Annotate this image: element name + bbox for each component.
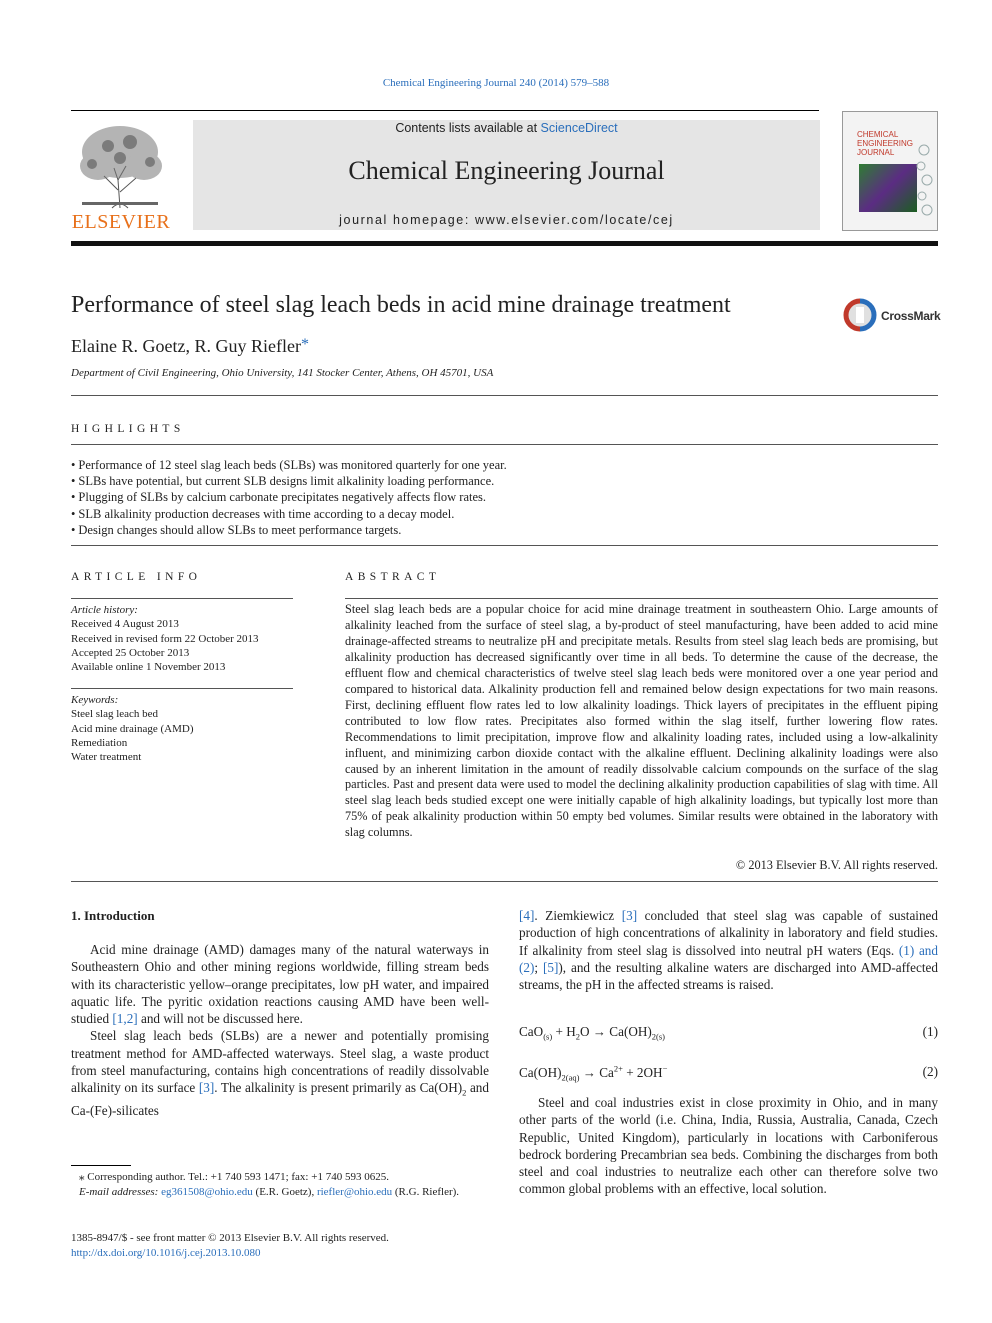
- issn-doi: [71, 1231, 389, 1260]
- divider: [71, 598, 293, 599]
- reference-link[interactable]: [3]: [198, 1080, 215, 1096]
- issn-line: 1385-8947/$ - see front matter © 2013 Elsevier B.V. All rights reserved.: [71, 1232, 389, 1244]
- crossmark-label[interactable]: CrossMark: [881, 309, 941, 323]
- history-label: Article history:: [71, 604, 138, 616]
- reference-link[interactable]: [3]: [621, 908, 638, 923]
- cover-bubbles-icon: [913, 142, 935, 222]
- cover-title: CHEMICAL ENGINEERING JOURNAL: [857, 130, 914, 157]
- article-info-heading: ARTICLE INFO: [71, 571, 202, 583]
- paragraph: Steel slag leach beds (SLBs) are a newer and potentially promising treatment method for AMD-affected waterways. Steel slag, a waste product from steel manufacturing, contains high concentrations of readily dissolvable alkalinity on its surface [3]. The alkalinity is present primarily as $Ca(OH)_2$ and Ca-(Fe)-silicates: [71, 1028, 489, 1119]
- history-item: Received in revised form 22 October 2013: [71, 632, 259, 645]
- highlight-item: • Performance of 12 steel slag leach beds (SLBs) was monitored quarterly for one year.: [71, 457, 938, 473]
- highlights-heading: HIGHLIGHTS: [71, 423, 185, 435]
- article-history: [71, 603, 293, 674]
- highlights-list: [71, 457, 938, 538]
- keywords: [71, 693, 293, 764]
- divider: [345, 598, 938, 599]
- divider: [71, 688, 293, 689]
- author-list: [71, 336, 309, 357]
- highlight-item: • SLBs have potential, but current SLB designs limit alkalinity loading performance.: [71, 473, 938, 489]
- abstract-text: Steel slag leach beds are a popular choice for acid mine drainage treatment in southeastern Ohio. Large amounts of alkalinity leached from the surface of steel slag, a by-product of steel manufacturing, have been added to acid mine drainage-affected streams to neutralize pH and precipitate metals. Results from steel slag leach beds are promising, but alkalinity production has decreased significantly over time in all beds. To determine the cause of the decrease, the effluent flow and chemical characteristics of twelve steel slag leach beds were monitored over a one year period and compared to historical data. Alkalinity production fell and remained below design expectations for two main reasons. First, declining effluent flow rates led to low alkalinity loadings. Thick layers of precipitates in the effluent piping contributed to low flow rates. Precipitates also formed within the slag itself, further lowering flow rates. Recommendations to limit precipitation, improve flow and alkalinity loading rates, included using a low-alkalinity influent, and minimizing carbon dioxide contact with the alkaline effluent. Declining alkalinity loadings were also caused by an inherent limitation in the amount of readily dissolvable calcium compounds on the surface of the slag particles. Past and present data were used to model the declining alkalinity production capabilities of slag with time. All steel slag leach beds studied except one were initially capable of high alkalinity loadings, but typically lost more than 75% of peak alkalinity production within 50 empty bed volumes. Similar results were obtained in the laboratory with slag columns.: [345, 602, 938, 840]
- paper-title: Performance of steel slag leach beds in acid mine drainage treatment: [71, 292, 731, 318]
- highlight-item: • SLB alkalinity production decreases with time according to a decay model.: [71, 506, 938, 522]
- history-item: Received 4 August 2013: [71, 618, 179, 631]
- equation-number: (1): [922, 1024, 938, 1039]
- reference-link[interactable]: [1,2]: [112, 1011, 138, 1027]
- body-column-right: [4]. Ziemkiewicz [3] concluded that steel slag was capable of sustained production of high concentrations of alkalinity in laboratory and field studies. If alkalinity from steel slag is dissolved into neutral pH waters (Eqs. (1) and (2); [5]), and the resulting alkaline waters are discharged into AMD-affected streams, the pH in the affected streams is raised.: [519, 908, 938, 993]
- keyword-item: Acid mine drainage (AMD): [71, 722, 194, 735]
- copyright: © 2013 Elsevier B.V. All rights reserved.: [735, 858, 938, 872]
- divider: [71, 545, 938, 546]
- header-rule: [71, 110, 819, 111]
- keyword-item: Remediation: [71, 736, 128, 749]
- highlight-item: • Design changes should allow SLBs to meet performance targets.: [71, 522, 938, 538]
- reference-link[interactable]: [5]: [542, 959, 559, 975]
- footnote: [71, 1170, 489, 1200]
- abstract-heading: ABSTRACT: [345, 571, 441, 583]
- footnote-rule: [71, 1165, 131, 1166]
- equation-link[interactable]: (1) and (2): [519, 942, 938, 975]
- equation-1: $CaO_{(s)} + H_2O \to Ca(OH)_{2(s)}$ (1): [519, 1024, 938, 1042]
- corresponding-author-mark[interactable]: *: [300, 336, 309, 353]
- contents-line: [193, 121, 820, 135]
- corresponding-author-note: ⁎ Corresponding author. Tel.: +1 740 593 1471; fax: +1 740 593 0625.: [79, 1171, 389, 1183]
- divider: [71, 395, 938, 396]
- body-column-left: [71, 941, 489, 1120]
- elsevier-wordmark: ELSEVIER: [71, 211, 171, 233]
- contents-prefix: Contents lists available at: [395, 121, 541, 135]
- keywords-label: Keywords:: [71, 694, 119, 706]
- journal-title: Chemical Engineering Journal: [348, 156, 665, 185]
- divider: [71, 444, 938, 445]
- equation-2: $Ca(OH)_{2(aq)} \to Ca^{2+} + 2OH^-$ (2): [519, 1064, 938, 1084]
- highlight-item: • Plugging of SLBs by calcium carbonate precipitates negatively affects flow rates.: [71, 489, 938, 505]
- section-heading: 1. Introduction: [71, 908, 155, 923]
- email-link[interactable]: eg361508@ohio.edu: [161, 1186, 253, 1198]
- paragraph: Steel and coal industries exist in close proximity in Ohio, and in many other parts of the world (i.e. China, India, Russia, Australia, Canada, Czech Republic, United Kingdom), particularly in locations with Carboniferous bedrock bordering Precambrian sea beds. Combining the discharges from both steel and coal industries to neutralize each other can therefore solve two common global problems with an effective, local solution.: [519, 1095, 938, 1197]
- sciencedirect-link[interactable]: ScienceDirect: [540, 121, 618, 135]
- header-thick-rule: [71, 241, 938, 246]
- doi-link[interactable]: http://dx.doi.org/10.1016/j.cej.2013.10.080: [71, 1246, 261, 1259]
- equation-number: (2): [922, 1064, 938, 1079]
- email-addresses: E-mail addresses: eg361508@ohio.edu (E.R. Goetz), riefler@ohio.edu (R.G. Riefler).: [79, 1186, 460, 1198]
- keyword-item: Steel slag leach bed: [71, 708, 159, 721]
- keyword-item: Water treatment: [71, 751, 142, 764]
- author-names: Elaine R. Goetz, R. Guy Riefler: [71, 336, 301, 356]
- cover-image: [859, 164, 917, 212]
- reference-link[interactable]: [4]: [519, 908, 535, 923]
- divider: [71, 881, 938, 882]
- paragraph: Acid mine drainage (AMD) damages many of the natural waterways in Southeastern Ohio and other mining regions worldwide, filling stream beds with its characteristic yellow–orange precipitates, low pH water, and impaired aquatic life. The pyritic oxidation reactions causing AMD have been well-studied [1,2] and will not be discussed here.: [71, 942, 489, 1027]
- email-link[interactable]: riefler@ohio.edu: [316, 1186, 393, 1198]
- journal-citation[interactable]: Chemical Engineering Journal 240 (2014) 579–588: [382, 77, 610, 89]
- history-item: Available online 1 November 2013: [71, 661, 226, 674]
- affiliation: Department of Civil Engineering, Ohio University, 141 Stocker Center, Athens, OH 45701, USA: [71, 367, 494, 379]
- journal-cover-thumbnail[interactable]: [842, 111, 938, 231]
- history-item: Accepted 25 October 2013: [71, 646, 190, 659]
- journal-homepage[interactable]: journal homepage: www.elsevier.com/locate/cej: [339, 213, 674, 227]
